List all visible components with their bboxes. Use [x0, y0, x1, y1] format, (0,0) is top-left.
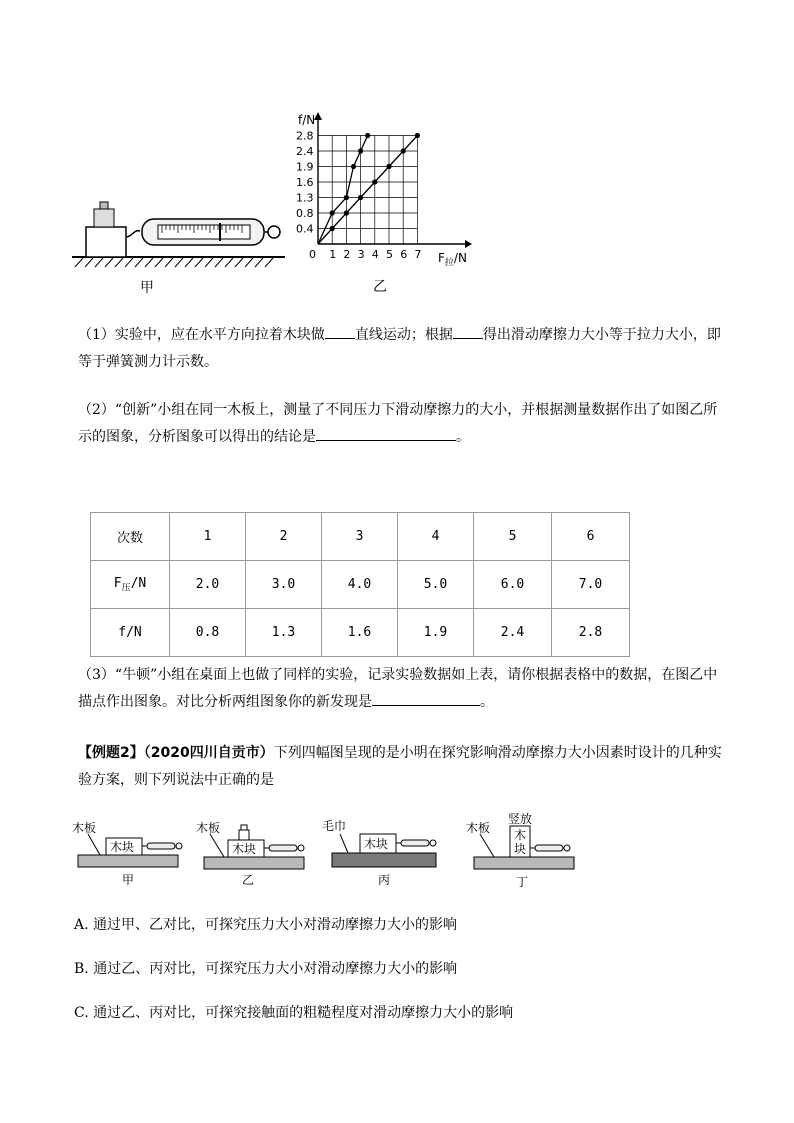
y-tick-label: 1.9 [296, 160, 314, 174]
caption-exp-bing: 丙 [378, 873, 391, 887]
q3-blank[interactable] [372, 691, 480, 706]
figure-yi-graph [288, 110, 488, 270]
q3-text: （3）“牛顿”小组在桌面上也做了同样的实验，记录实验数据如上表，请你根据表格中的数据，在图乙中描点作出图象。对比分析两组图象你的新发现是 [78, 667, 718, 710]
label-shufang: 竖放 [508, 812, 533, 826]
y-tick-label: 1.3 [296, 191, 314, 205]
label-muban-ding: 木板 [466, 821, 491, 835]
x-tick-label: 5 [386, 248, 393, 261]
table-cell: 2.0 [170, 561, 246, 609]
table-cell: 6 [552, 513, 630, 561]
question-1 [78, 322, 724, 376]
table-cell: f/N [91, 609, 170, 657]
x-tick-label: 4 [371, 248, 379, 261]
table-cell: 7.0 [552, 561, 630, 609]
f-press-sub: 压 [121, 583, 131, 594]
experiment-ding [466, 812, 574, 889]
q1-blank-1[interactable] [325, 324, 355, 339]
example-2-tag: 【例题2】（2020四川自贡市） [78, 745, 274, 761]
y-tick-label: 1.6 [296, 176, 314, 189]
data-point [401, 148, 406, 153]
table-cell: 1 [170, 513, 246, 561]
x-axis-label-main: F [438, 251, 445, 265]
data-point [358, 195, 363, 200]
y-tick-label: 0.8 [296, 207, 314, 220]
label-muban-jia: 木板 [72, 821, 97, 835]
label-maojin: 毛巾 [322, 819, 347, 833]
q1-blank-2[interactable] [453, 324, 483, 339]
figure-jia-apparatus [70, 195, 290, 270]
q3-end: 。 [480, 694, 494, 710]
x-tick-label: 2 [343, 248, 351, 261]
table-cell: 次数 [91, 513, 170, 561]
label-mukuai-jia: 木块 [110, 840, 135, 854]
graph-marks [318, 133, 420, 244]
data-point [386, 164, 391, 169]
data-point [365, 133, 370, 138]
q2-blank[interactable] [316, 426, 456, 441]
table-cell: 6.0 [474, 561, 552, 609]
example-2-text: 下列四幅图呈现的是小明在探究影响滑动摩擦力大小因素时设计的几种实验方案，则下列说法中正确的是 [78, 745, 722, 788]
data-point [372, 179, 377, 184]
table-cell: 2.8 [552, 609, 630, 657]
x-tick-label: 3 [357, 248, 365, 261]
y-axis-label: f/N [298, 113, 316, 127]
table-cell: 3 [322, 513, 398, 561]
x-axis-label-sub: 拉 [444, 258, 454, 268]
data-point [330, 226, 335, 231]
data-table [90, 512, 630, 657]
caption-exp-ding: 丁 [516, 875, 529, 889]
label-kuai: 块 [514, 842, 527, 856]
label-muban-yi: 木板 [196, 821, 221, 835]
table-cell: 5 [474, 513, 552, 561]
label-mukuai-yi: 木块 [232, 842, 257, 856]
x-axis-arrow [465, 240, 472, 248]
table-cell: 3.0 [246, 561, 322, 609]
figure-experiments [70, 812, 590, 892]
q1-text-c: 得出滑动摩擦力大小等于拉力大小，即等于弹簧测力计示数。 [78, 327, 721, 370]
option-a[interactable]: A. 通过甲、乙对比，可探究压力大小对滑动摩擦力大小的影响 [74, 917, 458, 933]
table-row [91, 561, 630, 609]
option-c[interactable]: C. 通过乙、丙对比，可探究接触面的粗糙程度对滑动摩擦力大小的影响 [74, 1005, 514, 1021]
label-mukuai-bing: 木块 [364, 837, 389, 851]
example-2 [78, 740, 724, 794]
table-cell: 1.6 [322, 609, 398, 657]
y-tick-label: 2.8 [296, 129, 314, 143]
y-tick-label: 2.4 [296, 145, 314, 158]
x-tick-label: 6 [400, 248, 408, 261]
x-tick-label: 0 [309, 248, 316, 261]
question-3 [78, 662, 724, 716]
caption-exp-yi: 乙 [242, 873, 255, 887]
data-point [415, 133, 420, 138]
q1-text-b: 直线运动；根据 [354, 327, 453, 343]
x-axis-label-unit: /N [453, 251, 467, 265]
experiment-yi [196, 820, 304, 887]
data-point [344, 195, 349, 200]
x-tick-label: 7 [414, 248, 422, 261]
table-cell: 2.4 [474, 609, 552, 657]
caption-jia: 甲 [140, 280, 154, 296]
y-tick-label: 0.4 [296, 222, 314, 236]
caption-exp-jia: 甲 [122, 873, 135, 887]
table-cell: 4.0 [322, 561, 398, 609]
table-row [91, 513, 630, 561]
table-cell: 1.9 [398, 609, 474, 657]
table-cell: 5.0 [398, 561, 474, 609]
q2-end: 。 [456, 429, 470, 445]
experiment-jia [72, 820, 182, 887]
table-row [91, 609, 630, 657]
data-point [330, 210, 335, 215]
label-mu: 木 [514, 828, 527, 842]
x-axis-label [438, 251, 467, 268]
data-point [344, 210, 349, 215]
q2-text: （2）“创新”小组在同一木板上，测量了不同压力下滑动摩擦力的大小，并根据测量数据作出了如图乙所示的图象，分析图象可以得出的结论是 [78, 402, 718, 445]
caption-yi: 乙 [373, 279, 387, 295]
table-cell: 4 [398, 513, 474, 561]
experiment-bing [322, 818, 436, 887]
x-tick-label: 1 [329, 248, 337, 261]
table-cell: 2 [246, 513, 322, 561]
table-cell: 0.8 [170, 609, 246, 657]
q1-text-a: （1）实验中，应在水平方向拉着木块做 [78, 327, 325, 343]
data-point [358, 148, 363, 153]
f-press-head: F [113, 575, 122, 591]
data-point [351, 164, 356, 169]
table-cell: 1.3 [246, 609, 322, 657]
table-cell-f-press [91, 561, 170, 609]
question-2 [78, 397, 724, 451]
f-press-unit: /N [130, 575, 147, 591]
option-b[interactable]: B. 通过乙、丙对比，可探究压力大小对滑动摩擦力大小的影响 [74, 961, 458, 977]
